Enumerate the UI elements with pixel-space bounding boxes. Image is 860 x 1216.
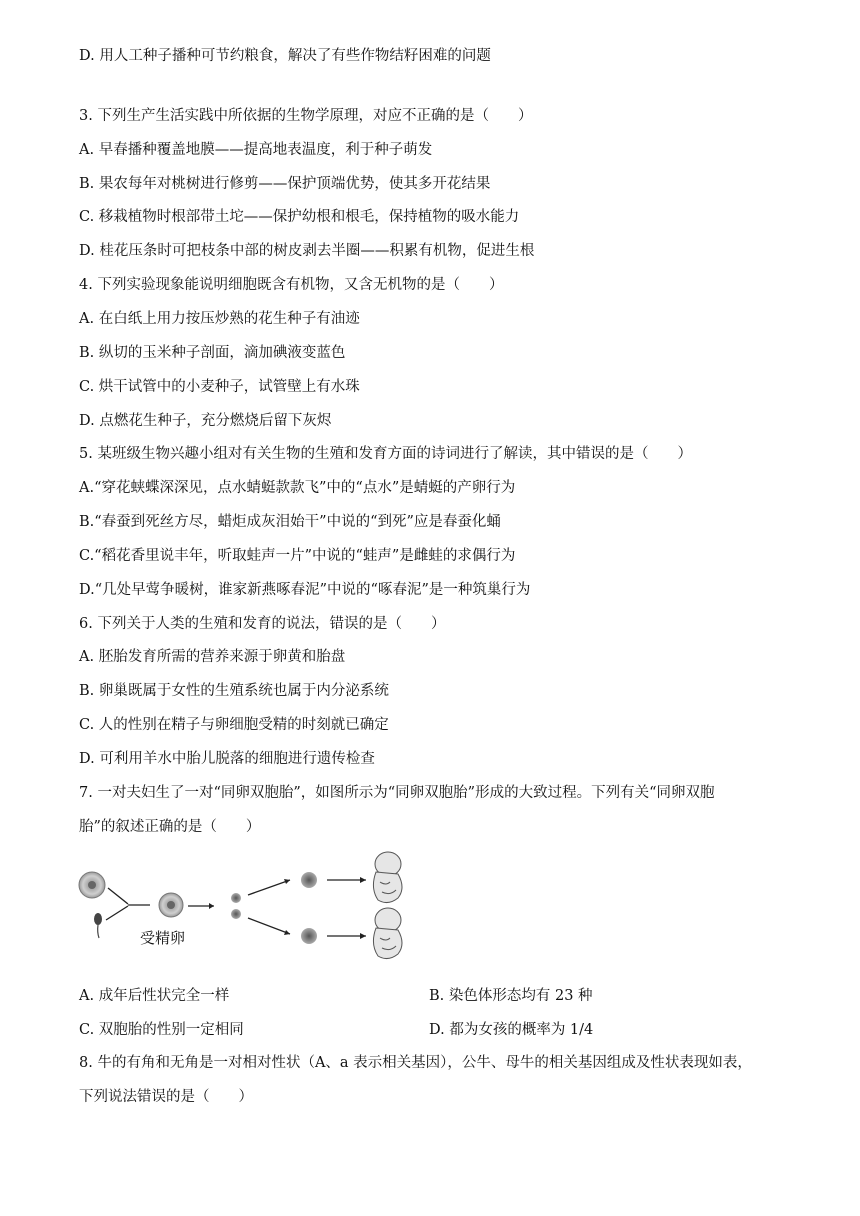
fetus-icon — [373, 852, 402, 903]
q6-option-d: D. 可利用羊水中胎儿脱落的细胞进行遗传检查 — [79, 751, 375, 767]
q4-option-d: D. 点燃花生种子，充分燃烧后留下灰烬 — [79, 413, 332, 429]
fetus-icon — [373, 908, 402, 959]
sperm-icon — [94, 913, 102, 938]
q2-option-d: D. 用人工种子播种可节约粮食，解决了有些作物结籽困难的问题 — [79, 48, 491, 64]
zygote-label: 受精卵 — [140, 929, 186, 947]
embryo-cell-icon — [301, 872, 317, 888]
q3-option-c: C. 移栽植物时根部带土坨——保护幼根和根毛，保持植物的吸水能力 — [79, 209, 520, 225]
q3-option-a: A. 早春播种覆盖地膜——提高地表温度，利于种子萌发 — [79, 142, 433, 158]
q4-option-b: B. 纵切的玉米种子剖面，滴加碘液变蓝色 — [79, 345, 346, 361]
q8-stem-line2: 下列说法错误的是（ ） — [79, 1089, 253, 1105]
q7-option-b: B. 染色体形态均有 23 种 — [429, 988, 593, 1004]
q7-option-a: A. 成年后性状完全一样 — [79, 988, 230, 1004]
q5-option-d: D.“几处早莺争暖树，谁家新燕啄春泥”中说的“啄春泥”是一种筑巢行为 — [79, 582, 531, 598]
q6-stem: 6. 下列关于人类的生殖和发育的说法，错误的是（ ） — [79, 616, 446, 632]
q3-option-d: D. 桂花压条时可把枝条中部的树皮剥去半圈——积累有机物，促进生根 — [79, 243, 535, 259]
q3-option-b: B. 果农每年对桃树进行修剪——保护顶端优势，使其多开花结果 — [79, 176, 491, 192]
arrow-icon — [248, 880, 290, 895]
q8-stem-line1: 8. 牛的有角和无角是一对相对性状（A、a 表示相关基因），公牛、母牛的相关基因组成及性状表现如表， — [79, 1055, 752, 1071]
egg-cell-icon — [79, 872, 105, 898]
q6-option-a: A. 胚胎发育所需的营养来源于卵黄和胎盘 — [79, 649, 346, 665]
q5-stem: 5. 某班级生物兴趣小组对有关生物的生殖和发育方面的诗词进行了解读，其中错误的是（ ） — [79, 446, 692, 462]
q7-option-d: D. 都为女孩的概率为 1/4 — [429, 1022, 594, 1038]
cell-icon — [231, 909, 241, 919]
embryo-cell-icon — [301, 928, 317, 944]
q4-stem: 4. 下列实验现象能说明细胞既含有机物，又含无机物的是（ ） — [79, 277, 504, 293]
fertilization-lines — [106, 888, 150, 920]
q7-stem-line2: 胎”的叙述正确的是（ ） — [79, 819, 261, 835]
q5-option-b: B.“春蚕到死丝方尽，蜡炬成灰泪始干”中说的“到死”应是春蚕化蛹 — [79, 514, 501, 530]
twin-formation-figure — [76, 848, 416, 968]
q5-option-a: A.“穿花蛱蝶深深见，点水蜻蜓款款飞”中的“点水”是蜻蜓的产卵行为 — [79, 480, 516, 496]
q4-option-a: A. 在白纸上用力按压炒熟的花生种子有油迹 — [79, 311, 360, 327]
q6-option-b: B. 卵巢既属于女性的生殖系统也属于内分泌系统 — [79, 683, 389, 699]
q4-option-c: C. 烘干试管中的小麦种子，试管壁上有水珠 — [79, 379, 360, 395]
q6-option-c: C. 人的性别在精子与卵细胞受精的时刻就已确定 — [79, 717, 389, 733]
cell-icon — [231, 893, 241, 903]
q7-option-c: C. 双胞胎的性别一定相同 — [79, 1022, 244, 1038]
q7-stem-line1: 7. 一对夫妇生了一对“同卵双胞胎”，如图所示为“同卵双胞胎”形成的大致过程。下列有关“同卵双胞 — [79, 785, 715, 801]
q5-option-c: C.“稻花香里说丰年，听取蛙声一片”中说的“蛙声”是雌蛙的求偶行为 — [79, 548, 516, 564]
zygote-icon — [159, 893, 183, 917]
q3-stem: 3. 下列生产生活实践中所依据的生物学原理，对应不正确的是（ ） — [79, 108, 533, 124]
arrow-icon — [248, 918, 290, 934]
